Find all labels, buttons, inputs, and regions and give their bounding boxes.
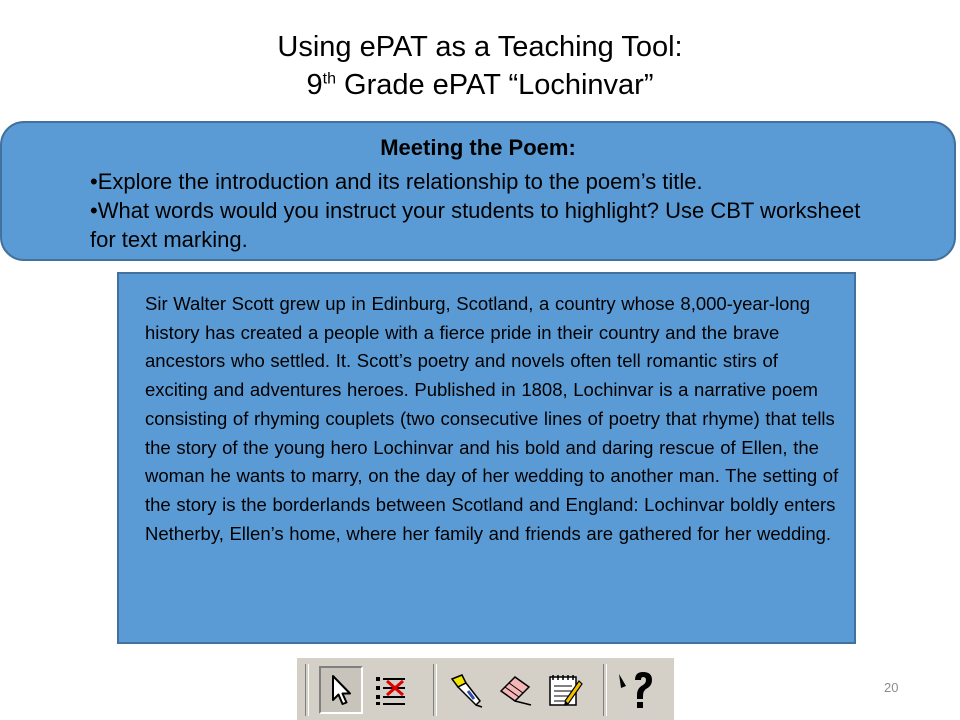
line-eliminator-icon [372, 673, 410, 707]
callout-bullet-1: •Explore the introduction and its relationship to the poem’s title. [90, 169, 703, 194]
eraser-tool-button[interactable] [493, 666, 537, 714]
slide-title-line1: Using ePAT as a Teaching Tool: [277, 31, 683, 63]
toolbar-separator [305, 664, 309, 716]
page-number: 20 [884, 680, 899, 695]
instruction-callout [0, 121, 956, 261]
passage-box [117, 272, 856, 644]
pointer-tool-button[interactable] [319, 666, 363, 714]
help-tool-button[interactable] [615, 666, 659, 714]
grade-number: 9 [306, 69, 323, 101]
line-eliminator-tool-button[interactable] [369, 666, 413, 714]
highlighter-icon [448, 671, 486, 709]
notepad-tool-button[interactable] [543, 666, 587, 714]
title-line2-rest: Grade ePAT “Lochinvar” [335, 69, 654, 101]
callout-bullet-2: •What words would you instruct your students to highlight? Use CBT worksheet for text marking. [90, 198, 861, 252]
grade-ordinal-suffix: th [322, 70, 336, 88]
callout-bullet-list [90, 167, 870, 254]
highlighter-tool-button[interactable] [445, 666, 489, 714]
slide-title-line2 [0, 66, 960, 104]
pointer-arrow-icon [327, 673, 355, 707]
slide-title [0, 28, 960, 104]
eraser-icon [495, 671, 535, 709]
help-question-icon [615, 668, 659, 712]
toolbar-separator [603, 664, 607, 716]
passage-text: Sir Walter Scott grew up in Edinburg, Scotland, a country whose 8,000-year-long history has created a people with a fierce pride in their country and the brave ancestors who settled. It. Scott’s poetry and novels often tell romantic stirs of exciting and adventures heroes. Published in 1808, Lochinvar is a narrative poem consisting of rhyming couplets (two consecutive lines of poetry that rhyme) that tells the story of the young hero Lochinvar and his bold and daring rescue of Ellen, the woman he wants to marry, on the day of her wedding to another man. The setting of the story is the borderlands between Scotland and England: Lochinvar boldly enters Netherby, Ellen’s home, where her family and friends are gathered for her wedding. [145, 293, 839, 544]
notepad-pencil-icon [545, 671, 585, 709]
epat-toolbar [296, 657, 674, 720]
toolbar-separator [433, 664, 437, 716]
callout-heading: Meeting the Poem: [380, 135, 576, 160]
